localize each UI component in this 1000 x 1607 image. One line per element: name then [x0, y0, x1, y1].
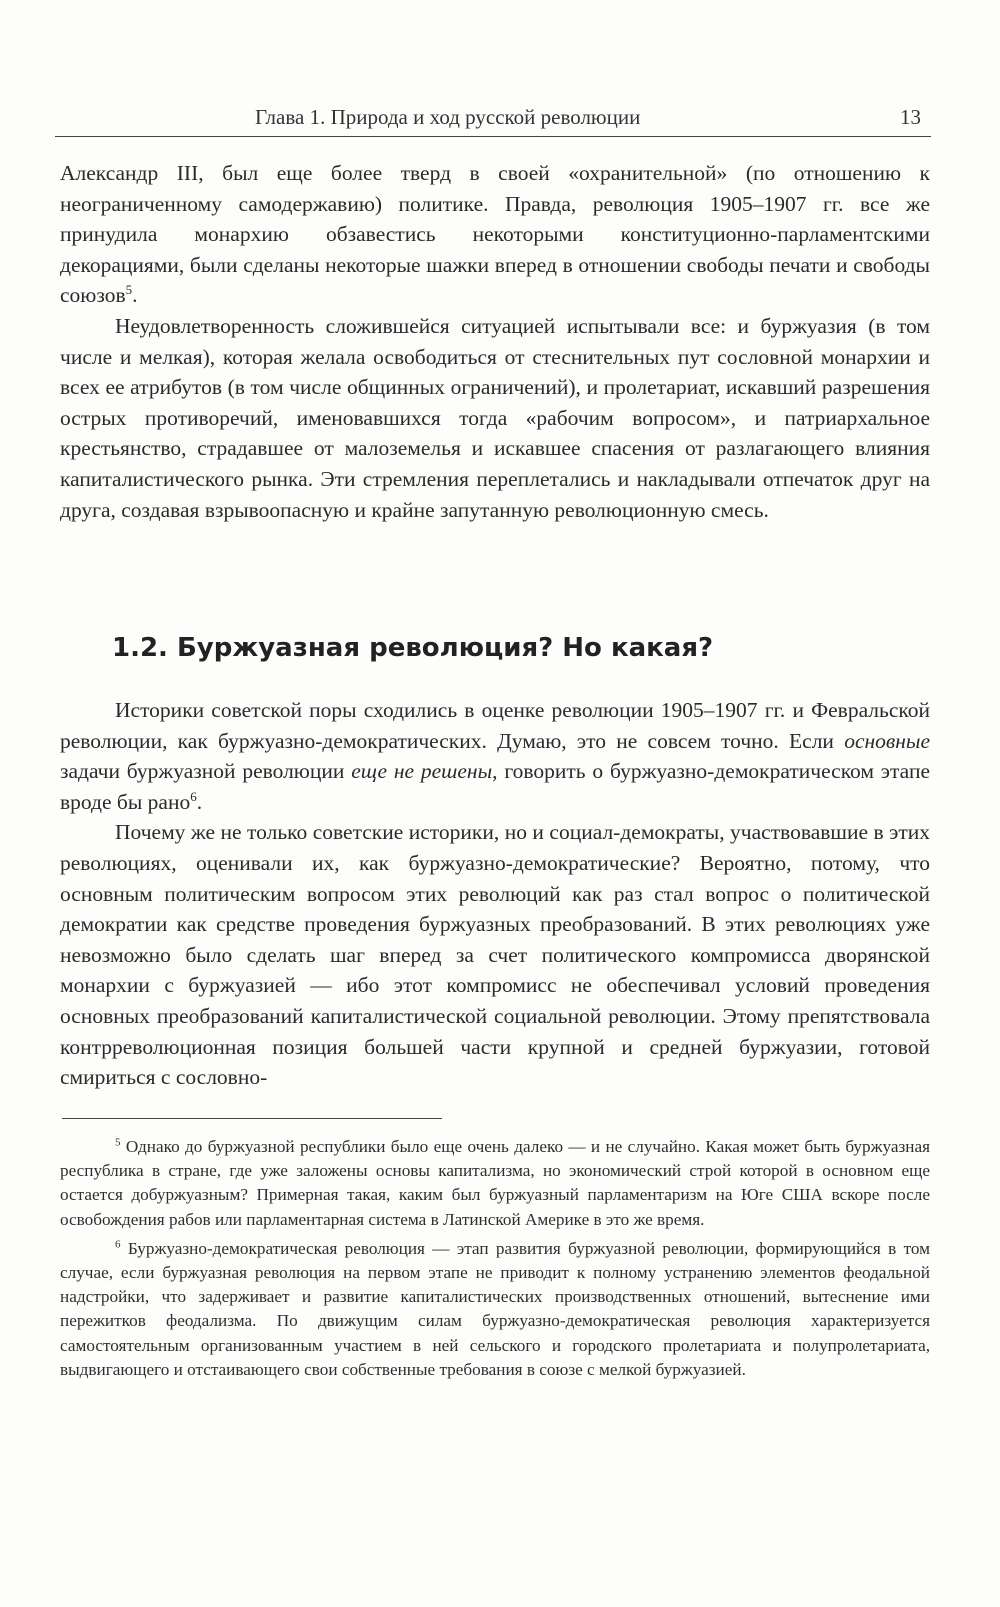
- footnote-ref[interactable]: 6: [190, 788, 197, 804]
- emphasis: основные: [844, 728, 930, 753]
- running-head: [55, 103, 931, 137]
- section-body: [60, 695, 930, 1093]
- page-number: 13: [900, 105, 921, 129]
- emphasis: еще не решены: [351, 759, 493, 784]
- footnote-divider: [62, 1118, 442, 1119]
- paragraph: Почему же не только советские историки, но и социал-демократы, участвовавшие в этих революциях, оценивали их, как буржуазно-демократические? Вероятно, потому, что основным политическим вопросом этих революций как раз стал вопрос о политической демократии как средстве проведения буржуазных преобразований. В этих революциях уже невозможно было сделать шаг вперед за счет политического компромисса дворянской монархии с буржуазией — ибо этот компромисс не обеспечивал условий проведения основных преобразований капиталистической социальной революции. Этому препятствовала контрреволюционная позиция большей части крупной и средней буржуазии, готовой смириться с сословно-: [60, 820, 930, 1090]
- footnote-ref[interactable]: 5: [125, 282, 133, 298]
- footnote: $^6$ Буржуазно-демократическая революция — этап развития буржуазной революции, формирующийся в том случае, если буржуазная революция на первом этапе не приводит к полному устранению элементов феодальной надстройки, что задерживает и развитие капиталистических производственных отношений, вытеснение ими пережитков феодализма. По движущим силам буржуазно-демократическая революция характеризуется самостоятельным организованным участием в ней сельского и городского пролетариата и полупролетариата, выдвигающего и отстаивающего свои собственные требования в союзе с мелкой буржуазией.: [60, 1238, 931, 1379]
- section-heading: 1.2. Буржуазная революция? Но какая?: [112, 633, 714, 663]
- footnote-number: 6: [115, 1238, 121, 1251]
- footnote-number: 5: [115, 1136, 121, 1149]
- body-text: [60, 158, 930, 525]
- paragraph: Историки советской поры сходились в оценке революции 1905–1907 гг. и Февральской революции, как буржуазно-демократических. Думаю, это не совсем точно. Если основные задачи буржуазной революции еще не решены, говорить о буржуазно-демократическом этапе вроде бы рано$^6$.: [60, 698, 930, 814]
- paragraph: Александр III, был еще более тверд в своей «охранительной» (по отношению к неограниченному самодержавию) политике. Правда, революция 1905–1907 гг. все же принудила монархию обзавестись некоторыми конституционно-парламентскими декорациями, были сделаны некоторые шажки вперед в отношении свободы печати и свободы союзов$^5$.: [60, 161, 930, 308]
- chapter-title: Глава 1. Природа и ход русской революции: [255, 105, 641, 129]
- footnotes: [60, 1135, 930, 1387]
- paragraph: Неудовлетворенность сложившейся ситуацией испытывали все: и буржуазия (в том числе и мелкая), которая желала освободиться от стеснительных пут сословной монархии и всех ее атрибутов (в том числе общинных ограничений), и пролетариат, искавший разрешения острых противоречий, именовавшихся тогда «рабочим вопросом», и патриархальное крестьянство, страдавшее от малоземелья и искавшее спасения от разлагающего влияния капиталистического рынка. Эти стремления переплетались и накладывали отпечаток друг на друга, создавая взрывоопасную и крайне запутанную революционную смесь.: [60, 313, 930, 522]
- footnote: $^5$ Однако до буржуазной республики было еще очень далеко — и не случайно. Какая может быть буржуазная республика в стране, где уже заложены основы капитализма, но экономический строй которой в основном еще остается добуржуазным? Примерная такая, каким был буржуазный парламентаризм на Юге США вскоре после освобождения рабов или парламентарная система в Латинской Америке в это же время.: [60, 1136, 930, 1229]
